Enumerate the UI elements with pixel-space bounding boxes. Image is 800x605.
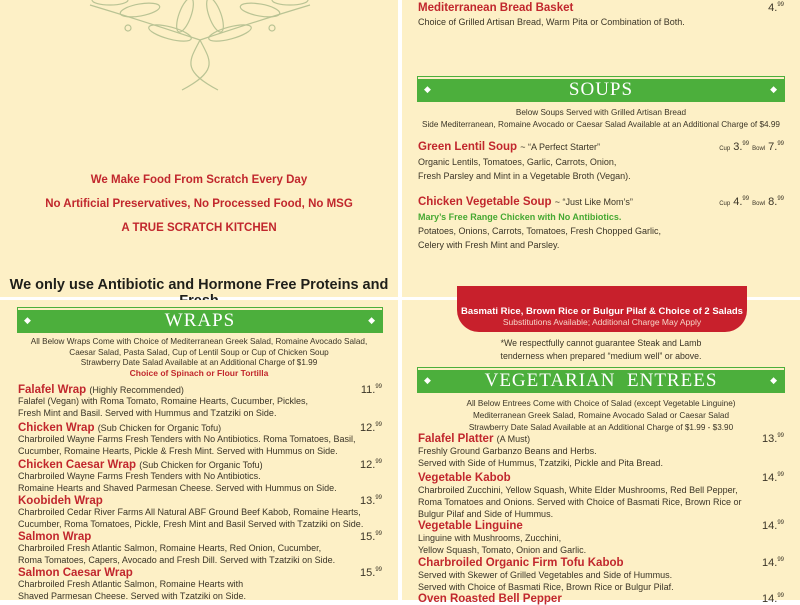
item-desc: Falafel (Vegan) with Roma Tomato, Romaine Hearts, Cucumber, Pickles, [18, 396, 308, 406]
menu-item-bread-basket [418, 2, 784, 27]
item-title [18, 459, 382, 471]
item-highlight: Mary’s Free Range Chicken with No Antibiotics. [418, 212, 622, 222]
menu-item [418, 433, 784, 469]
menu-item [418, 593, 784, 605]
price-main: 12. [360, 459, 376, 471]
item-name: Salmon Caesar Wrap [18, 567, 133, 579]
item-name: Falafel Wrap [18, 384, 87, 396]
wraps-note: Caesar Salad, Pasta Salad, Cup of Lentil Soup or Cup of Chicken Soup [69, 348, 329, 357]
item-desc: Served with Side of Hummus, Tzatziki, Pickle and Pita Bread. [418, 458, 663, 468]
item-desc: Charbroiled Wayne Farms Fresh Tenders with No Antibiotics. [18, 471, 261, 481]
item-title [18, 422, 382, 434]
cup-label: Cup [719, 146, 731, 152]
item-price: 4.99 [768, 2, 784, 14]
item-price [360, 567, 382, 579]
vegetarian-note: Strawberry Date Salad Available at an Additional Charge of $1.99 - $3.90 [468, 423, 734, 432]
wraps-note: All Below Wraps Come with Choice of Mediterranean Greek Salad, Romaine Avocado Salad, [30, 337, 368, 346]
price-main: 3. [733, 141, 743, 153]
item-title [418, 433, 784, 445]
item-desc: Linguine with Mushrooms, Zucchini, [418, 533, 562, 543]
price-cents: 99 [375, 567, 382, 573]
menu-item [418, 557, 784, 593]
slogan-line: A TRUE SCRATCH KITCHEN [121, 222, 277, 234]
slogan-line: We Make Food From Scratch Every Day [90, 174, 308, 186]
menu-item [18, 422, 382, 457]
price-main: 14. [762, 472, 778, 484]
price-main: 14. [762, 593, 778, 605]
item-desc: Charbroiled Wayne Farms Fresh Tenders with No Antibiotics. Roma Tomatoes, Basil, [18, 434, 356, 444]
item-title [418, 520, 784, 532]
price-cents: 99 [777, 141, 784, 147]
steak-note: *We respectfully cannot guarantee Steak and Lamb [500, 338, 702, 348]
item-name: Green Lentil Soup [418, 141, 518, 153]
item-price [762, 433, 784, 445]
diamond-icon: ◆ [424, 84, 432, 94]
price-cents: 99 [777, 557, 784, 563]
price-main: 13. [762, 433, 778, 445]
menu-item [18, 495, 382, 530]
item-price [361, 384, 382, 396]
item-desc: Romaine Hearts and Shaved Parmesan Cheese. Served with Hummus on Side. [18, 482, 337, 493]
price-main: 14. [762, 557, 778, 569]
menu-item [18, 459, 382, 494]
price-cents: 99 [777, 472, 784, 478]
platter-info-line: Substitutions Available; Additional Charge May Apply [502, 317, 702, 327]
item-title [418, 472, 784, 484]
price-main: 15. [360, 567, 376, 579]
wraps-note: Strawberry Date Salad Available at an Additional Charge of $1.99 [80, 358, 318, 367]
item-desc: Shaved Parmesan Cheese. Served with Tzatziki on Side. [18, 590, 246, 601]
item-tagline: ~ “A Perfect Starter” [520, 142, 601, 152]
item-price [716, 196, 784, 208]
item-price [762, 520, 784, 532]
price-cents: 99 [375, 384, 382, 390]
price-cents: 99 [375, 495, 382, 501]
wraps-panel [0, 300, 398, 600]
intro-panel [0, 0, 398, 297]
item-name: Falafel Platter [418, 433, 494, 445]
section-header-wraps: ◆ WRAPS ◆ [18, 308, 382, 332]
vegetarian-note: All Below Entrees Come with Choice of Salad (except Vegetable Linguine) [466, 399, 736, 408]
ingredient-statement: We only use Antibiotic and Hormone Free Proteins and [9, 277, 389, 293]
item-desc: Charbroiled Cedar River Farms All Natural ABF Ground Beef Kabob, Romaine Hearts, [18, 507, 361, 517]
item-name: Charbroiled Organic Firm Tofu Kabob [418, 557, 624, 569]
price-main: 13. [360, 495, 376, 507]
item-desc: Yellow Squash, Tomato, Onion and Garlic. [418, 545, 587, 555]
item-desc: Bulgur Pilaf and Side of Hummus. [418, 509, 554, 519]
menu-item-soup [418, 196, 784, 252]
price-cents: 99 [375, 531, 382, 537]
section-header-soups: ◆ SOUPS ◆ [418, 77, 784, 101]
item-desc: Charbroiled Zucchini, Yellow Squash, White Elder Mushrooms, Red Bell Pepper, [418, 485, 738, 495]
item-title [18, 567, 382, 579]
menu-item [18, 384, 382, 419]
item-name: Vegetable Kabob [418, 472, 511, 484]
item-desc: Served with Skewer of Grilled Vegetables and Side of Hummus. [418, 570, 673, 580]
item-price [762, 472, 784, 484]
slogan-line: No Artificial Preservatives, No Processed Food, No MSG [45, 198, 353, 210]
price-cents: 99 [777, 520, 784, 526]
item-title [18, 495, 382, 507]
price-cents: 99 [375, 459, 382, 465]
menu-item-soup [418, 141, 784, 183]
item-desc: Potatoes, Onions, Carrots, Tomatoes, Fresh Chopped Garlic, [418, 226, 661, 236]
item-desc: Cucumber, Roma Tomatoes, Pickle, Fresh Mint and Basil Served with Tzatziki on Side. [18, 518, 364, 529]
steak-note: tenderness when prepared “medium well” or above. [500, 351, 702, 361]
menu-item [418, 520, 784, 556]
item-subtitle: (Sub Chicken for Organic Tofu) [139, 460, 263, 470]
soups-note: Below Soups Served with Grilled Artisan Bread [515, 108, 687, 117]
diamond-icon: ◆ [24, 315, 32, 325]
price-main: 12. [360, 422, 376, 434]
bowl-label: Bowl [752, 146, 766, 152]
item-price [360, 531, 382, 543]
price-cents: 99 [777, 196, 784, 202]
platter-info-line: Basmati Rice, Brown Rice or Bulgur Pilaf & Choice of 2 Salads [461, 306, 743, 317]
price-main: 11. [360, 384, 376, 396]
soups-note: Side Mediterranean, Romaine Avocado or Caesar Salad Available at an Additional Charge of $4.99 [422, 120, 780, 129]
item-desc: Choice of Grilled Artisan Bread, Warm Pita or Combination of Both. [418, 17, 685, 27]
item-name: Chicken Caesar Wrap [18, 459, 137, 471]
price-main: 7. [768, 141, 778, 153]
soups-panel [402, 0, 800, 297]
price-cents: 99 [777, 433, 784, 439]
item-title: Mediterranean Bread Basket [418, 2, 574, 14]
item-desc: Roma Tomatoes and Onions. Served with Choice of Basmati Rice, Brown Rice or [418, 497, 742, 507]
menu-item [18, 531, 382, 566]
item-desc: Fresh Mint and Basil. Served with Hummus and Tzatziki on Side. [18, 407, 277, 418]
item-title [18, 384, 382, 396]
item-subtitle: (Highly Recommended) [89, 385, 184, 395]
item-name: Chicken Wrap [18, 422, 95, 434]
item-desc: Charbroiled Fresh Atlantic Salmon, Romaine Hearts with [18, 579, 244, 589]
platter-info-box [457, 286, 747, 332]
menu-item [418, 472, 784, 520]
price-cents: 99 [742, 141, 750, 147]
item-price [360, 422, 382, 434]
diamond-icon: ◆ [770, 84, 778, 94]
item-desc: Celery with Fresh Mint and Parsley. [418, 240, 560, 250]
tortilla-choice: Choice of Spinach or Flour Tortilla [129, 368, 269, 378]
item-price [716, 141, 784, 153]
item-subtitle: (A Must) [496, 434, 531, 444]
item-desc: Organic Lentils, Tomatoes, Garlic, Carrots, Onion, [418, 157, 617, 167]
item-title [418, 557, 784, 569]
diamond-icon: ◆ [424, 375, 432, 385]
item-desc: Served with Choice of Basmati Rice, Brown Rice or Bulgur Pilaf. [418, 582, 674, 592]
item-desc: Charbroiled Fresh Atlantic Salmon, Romaine Hearts, Red Onion, Cucumber, [18, 543, 322, 553]
section-header-vegetarian: ◆ VEGETARIAN ENTREES ◆ [418, 368, 784, 392]
diamond-icon: ◆ [770, 375, 778, 385]
item-name: Oven Roasted Bell Pepper [418, 593, 562, 605]
bowl-label: Bowl [752, 201, 766, 207]
menu-item [18, 567, 382, 602]
price-cents: 99 [742, 196, 750, 202]
item-price [762, 557, 784, 569]
item-price [360, 459, 382, 471]
item-desc: Roma Tomatoes, Capers, Avocado and Fresh Dill. Served with Tzatziki on Side. [18, 554, 336, 565]
item-desc: Cucumber, Romaine Hearts, Pickle & Fresh Mint. Served with Hummus on Side. [18, 445, 338, 456]
item-desc: Fresh Parsley and Mint in a Vegetable Broth (Vegan). [418, 171, 631, 181]
diamond-icon: ◆ [368, 315, 376, 325]
item-title [18, 531, 382, 543]
item-name: Salmon Wrap [18, 531, 92, 543]
vegetarian-note: Mediterranean Greek Salad, Romaine Avocado Salad or Caesar Salad [472, 411, 730, 420]
price-main: 4. [733, 196, 743, 208]
item-title [418, 593, 784, 605]
olive-wreath-icon [70, 0, 330, 98]
item-subtitle: (Sub Chicken for Organic Tofu) [97, 423, 222, 433]
item-name: Chicken Vegetable Soup [418, 196, 552, 208]
price-main: 15. [360, 531, 376, 543]
item-tagline: ~ “Just Like Mom’s” [554, 197, 633, 207]
price-cents: 99 [375, 422, 382, 428]
item-desc: Freshly Ground Garbanzo Beans and Herbs. [418, 446, 597, 456]
item-price [762, 593, 784, 605]
cup-label: Cup [719, 201, 731, 207]
price-cents: 99 [777, 593, 784, 599]
price-main: 8. [768, 196, 778, 208]
vegetarian-panel [402, 300, 800, 605]
price-main: 14. [762, 520, 778, 532]
item-price [360, 495, 382, 507]
item-name: Koobideh Wrap [18, 495, 103, 507]
item-name: Vegetable Linguine [418, 520, 523, 532]
